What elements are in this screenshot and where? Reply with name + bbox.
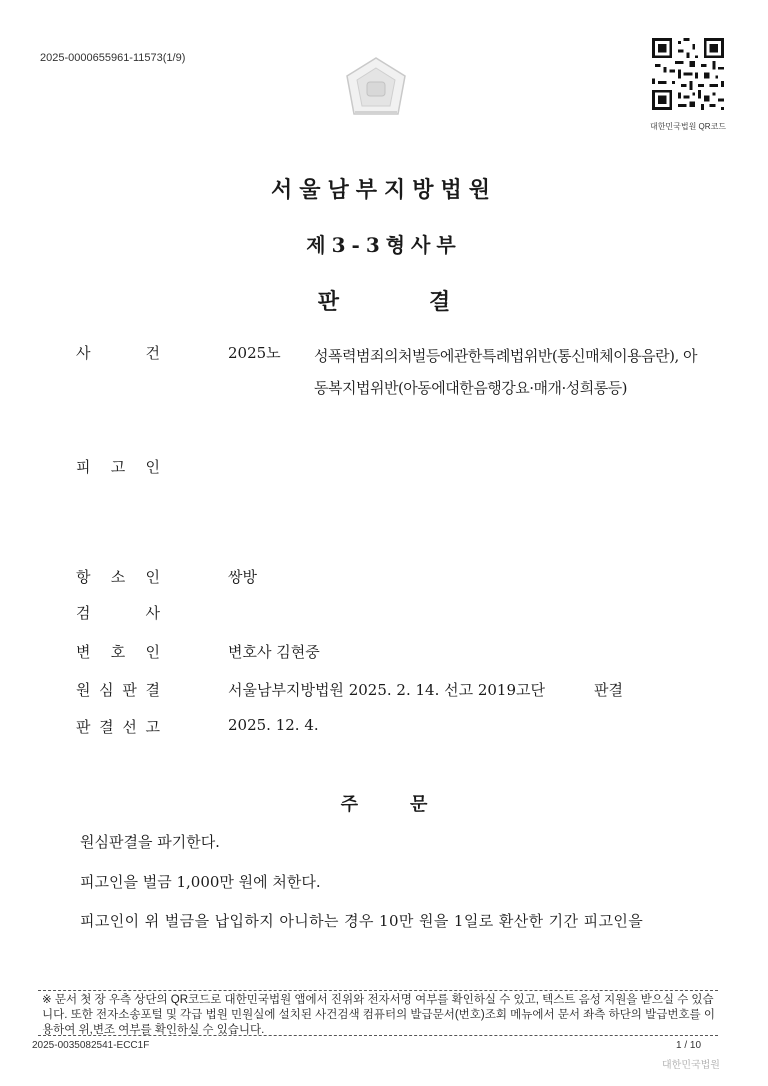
appellant-value: 쌍방 <box>228 568 257 586</box>
division-name: 제3-3형사부 <box>306 233 462 257</box>
court-name: 서울남부지방법원 <box>270 177 498 203</box>
label-char: 심 <box>99 681 114 699</box>
label-char: 판 <box>76 718 91 736</box>
label-char: 판 <box>122 681 137 699</box>
defendant-label <box>76 456 160 477</box>
label-char: 고 <box>110 458 126 476</box>
label-char: 원 <box>76 681 91 699</box>
label-char: 사 <box>76 344 91 362</box>
label-char: 결 <box>99 718 114 736</box>
counsel-value: 변호사 김현중 <box>228 643 320 661</box>
label-char: 검 <box>76 604 91 622</box>
court-watermark: 대한민국법원 <box>662 1060 720 1071</box>
counsel-label <box>76 641 160 662</box>
label-char: 건 <box>145 344 160 362</box>
label-char: 항 <box>76 568 91 586</box>
original-judgment-value: 서울남부지방법원 2025. 2. 14. 선고 2019고단 <box>228 681 546 699</box>
label-char: 인 <box>145 643 160 661</box>
title-char: 판 <box>317 289 339 315</box>
label-char: 변 <box>76 643 91 661</box>
prosecutor-label <box>76 602 160 623</box>
page-number: 1 / 10 <box>676 1040 702 1051</box>
order-line: 피고인이 위 벌금을 납입하지 아니하는 경우 10만 원을 1일로 환산한 기간 피고인을 <box>80 912 644 930</box>
label-char: 소 <box>110 568 126 586</box>
label-char: 선 <box>122 718 137 736</box>
heading-char: 문 <box>410 794 428 815</box>
sentencing-date-label <box>76 716 160 737</box>
case-number: 2025노 <box>228 344 281 362</box>
label-char: 인 <box>145 458 160 476</box>
case-description: 성폭력범죄의처벌등에관한특례법위반(통신매체이용음란), 아동복지법위반(아동에대한음행강요·매개·성희롱등) <box>314 347 697 397</box>
case-label <box>76 342 160 363</box>
title-char: 결 <box>429 289 451 315</box>
issue-number: 2025-0035082541-ECC1F <box>32 1040 150 1051</box>
order-line: 피고인을 벌금 1,000만 원에 처한다. <box>80 873 321 891</box>
label-char: 피 <box>76 458 91 476</box>
sentencing-date-value: 2025. 12. 4. <box>228 716 319 734</box>
qr-caption: 대한민국법원 QR코드 <box>649 122 727 131</box>
order-heading <box>0 790 768 816</box>
original-judgment-label <box>76 679 160 700</box>
document-number: 2025-0000655961-11573(1/9) <box>40 52 186 64</box>
order-line: 원심판결을 파기한다. <box>80 833 220 851</box>
label-char: 인 <box>145 568 160 586</box>
label-char: 사 <box>145 604 160 622</box>
label-char: 고 <box>145 718 160 736</box>
label-char: 결 <box>145 681 160 699</box>
qr-code-icon[interactable] <box>652 38 724 110</box>
heading-char: 주 <box>340 794 358 815</box>
original-judgment-suffix: 판결 <box>594 681 623 699</box>
verification-notice: ※ 문서 첫 장 우측 상단의 QR코드로 대한민국법원 앱에서 진위와 전자서명 여부를 확인하실 수 있고, 텍스트 음성 지원을 받으실 수 있습니다. 또한 전자소송포털 및 각급 법원 민원실에 설치된 사건검색 컴퓨터의 발급문서(번호)조회 메뉴에서 문서 좌측 하단의 발급번호를 이용하여 위,변조 여부를 확인하실 수 있습니다. <box>38 990 718 1036</box>
court-emblem-icon <box>343 56 409 122</box>
appellant-label <box>76 566 160 587</box>
document-title <box>0 285 768 316</box>
label-char: 호 <box>110 643 126 661</box>
